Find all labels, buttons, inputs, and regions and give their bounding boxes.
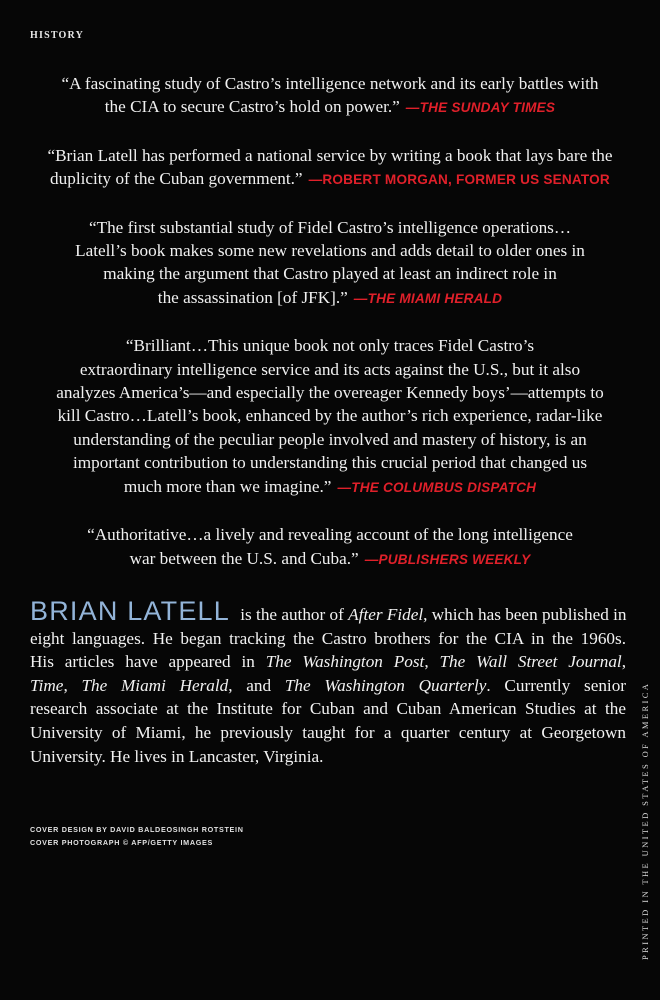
cover-credits (30, 824, 244, 850)
author-bio (30, 596, 627, 768)
quote-line: analyzes America’s—and especially the overeager Kennedy boys’—attempts to (56, 383, 604, 403)
book-title: After Fidel (348, 605, 424, 624)
quote-line: extraordinary intelligence service and its acts against the U.S., but it also (79, 359, 581, 379)
quote-line: war between the U.S. and Cuba.” —PUBLISHERS WEEKLY (129, 548, 531, 568)
quote-attribution: —THE SUNDAY TIMES (405, 100, 556, 116)
bio-line: His articles have appeared in The Washington Post, The Wall Street Journal, (30, 652, 626, 672)
bio-line: eight languages. He began tracking the Castro brothers for the CIA in the 1960s. (30, 628, 626, 648)
bio-line: research associate at the Institute for Cuban and Cuban American Studies at the (30, 699, 626, 719)
quote-line: “Authoritative…a lively and revealing account of the long intelligence (87, 525, 573, 545)
quote-attribution: —THE COLUMBUS DISPATCH (337, 479, 537, 495)
quote-line: duplicity of the Cuban government.” —ROBERT MORGAN, FORMER US SENATOR (50, 169, 610, 189)
quote-line: making the argument that Castro played at least an indirect role in (103, 264, 557, 284)
printed-in-notice: PRINTED IN THE UNITED STATES OF AMERICA (640, 681, 650, 960)
quote-line: the assassination [of JFK].” —THE MIAMI HERALD (157, 287, 503, 307)
quote-line: much more than we imagine.” —THE COLUMBUS DISPATCH (123, 476, 537, 496)
quote-attribution: —PUBLISHERS WEEKLY (364, 551, 531, 567)
author-name: BRIAN LATELL (30, 596, 230, 626)
review-quote-miami-herald (20, 216, 640, 311)
cover-design-credit: COVER DESIGN BY DAVID BALDEOSINGH ROTSTEIN (30, 825, 244, 834)
review-quote-columbus-dispatch (20, 334, 640, 499)
quote-attribution: —THE MIAMI HERALD (353, 290, 503, 306)
quote-line: the CIA to secure Castro’s hold on power.” —THE SUNDAY TIMES (104, 97, 556, 117)
review-quote-sunday-times (20, 72, 640, 120)
review-quote-robert-morgan (20, 144, 640, 192)
quote-line: “Brilliant…This unique book not only traces Fidel Castro’s (125, 336, 535, 356)
bio-line: BRIAN LATELL is the author of After Fidel, which has been published in (30, 596, 627, 626)
quote-line: “A fascinating study of Castro’s intelligence network and its early battles with (61, 74, 599, 93)
publication-title: The Miami Herald (81, 675, 229, 695)
bio-line: Time, The Miami Herald, and The Washington Quarterly. Currently senior (30, 675, 627, 695)
publication-title: The Washington Post (265, 652, 425, 672)
review-quotes (20, 72, 640, 595)
publication-title: The Wall Street Journal (439, 652, 622, 672)
quote-line: “The first substantial study of Fidel Castro’s intelligence operations… (88, 217, 572, 237)
quote-line: kill Castro…Latell’s book, enhanced by the author’s rich experience, radar-like (57, 406, 603, 426)
publication-title: Time (30, 675, 64, 695)
quote-line: understanding of the peculiar people involved and mastery of history, is an (73, 429, 587, 449)
quote-line: Latell’s book makes some new revelations and adds detail to older ones in (75, 241, 585, 261)
quote-line: “Brian Latell has performed a national service by writing a book that lays bare the (47, 145, 613, 165)
quote-line: important contribution to understanding this crucial period that changed us (72, 453, 588, 473)
publication-title: The Washington Quarterly (284, 675, 487, 695)
cover-photo-credit: COVER PHOTOGRAPH © AFP/GETTY IMAGES (30, 837, 214, 847)
bio-line: University of Miami, he previously taught for a quarter century at Georgetown (30, 722, 626, 742)
category-label: HISTORY (30, 30, 84, 41)
bio-line: University. He lives in Lancaster, Virginia. (30, 746, 324, 766)
quote-attribution: —ROBERT MORGAN, FORMER US SENATOR (308, 172, 610, 188)
review-quote-publishers-weekly (20, 523, 640, 571)
